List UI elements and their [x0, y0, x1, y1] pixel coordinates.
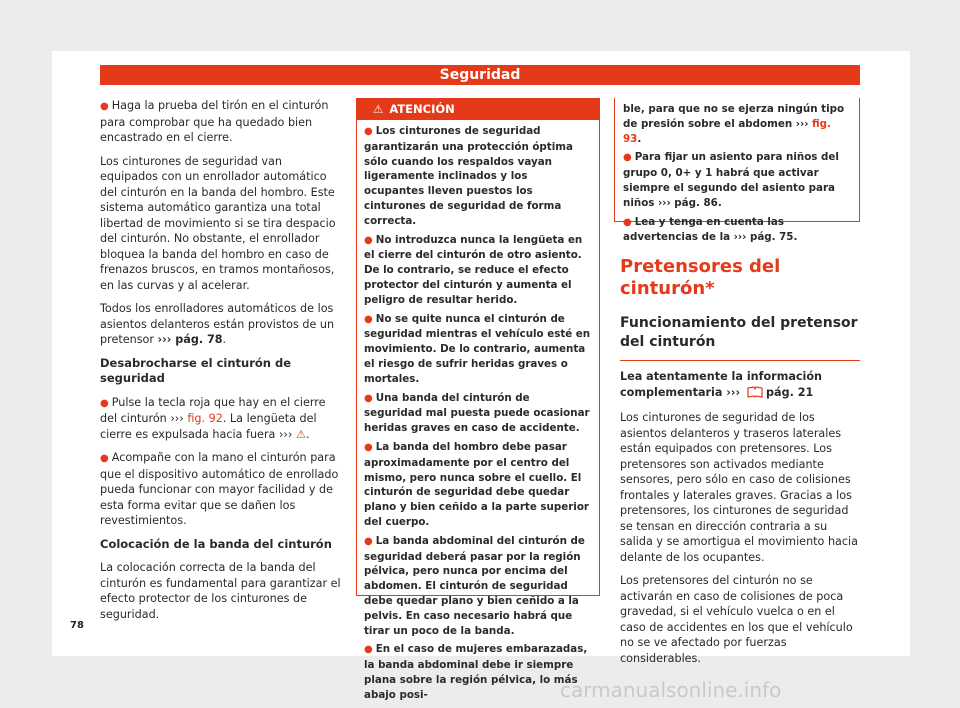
paragraph: Los cinturones de seguridad de los asientos delanteros y traseros laterales están equipados con pretensores. Los pretensores son activados mediante sensores, pero sólo en caso de colisiones frontales y laterales graves. Gracias a los pretensores, los cinturones de seguridad se tensan en dirección contraria a su salida y se amortigua el movimiento hacia delante de los ocupantes.: [620, 411, 859, 564]
warning-item: ● No se quite nunca el cinturón de seguridad mientras el vehículo esté en movimiento. De lo contrario, aumenta el riesgo de sufrir heridas graves o mortales.: [364, 312, 591, 385]
warning-item: ● Los cinturones de seguridad garantizarán una protección óptima sólo cuando los respaldos vayan ligeramente inclinados y los ocupantes lleven puestos los cinturones de seguridad de forma correcta.: [364, 125, 573, 227]
paragraph: ● Haga la prueba del tirón en el cinturón para comprobar que ha quedado bien encastrado en el cierre.: [100, 99, 329, 144]
warning-item: ● En el caso de mujeres embarazadas, la banda abdominal debe ir siempre plana sobre la región pélvica, lo más abajo posi-: [364, 643, 588, 701]
bullet-icon: ●: [100, 397, 109, 409]
figure-reference[interactable]: fig. 93: [623, 117, 831, 145]
page-number: 78: [70, 620, 84, 631]
warning-item: ● La banda del hombro debe pasar aproximadamente por el centro del mismo, pero nunca sobre el cuello. El cinturón de seguridad debe quedar plano y bien ceñido a la parte superior del cuerpo.: [364, 440, 589, 528]
book-icon: [747, 386, 763, 403]
page-reference[interactable]: pág. 21: [766, 385, 814, 399]
subheading: Desabrocharse el cinturón de seguridad: [100, 355, 292, 385]
warning-header: ⚠ ATENCIÓN: [357, 99, 599, 120]
page-reference[interactable]: ››› pág. 78: [157, 333, 223, 346]
lead-paragraph: Lea atentamente la información complementaria ››› pág. 21: [620, 369, 860, 402]
list-item: ● Pulse la tecla roja que hay en el cierre del cinturón ››› fig. 92. La lengüeta del cierre es expulsada hacia fuera ››› ⚠.: [100, 395, 326, 441]
warning-triangle-icon[interactable]: ⚠: [295, 427, 306, 441]
paragraph: Los pretensores del cinturón no se activarán en caso de colisiones de poca gravedad, si el vehículo vuelca o en el caso de accidentes en los que el vehículo no se ve afectado por fuerzas considerables.: [620, 574, 853, 665]
warning-item: ● Para fijar un asiento para niños del grupo 0, 0+ y 1 habrá que activar siempre el segundo del asiento para niños ››› pág. 86.: [623, 151, 839, 209]
section-title: Pretensores del cinturón*: [620, 256, 781, 299]
warning-continuation: [614, 98, 860, 244]
warning-triangle-icon: ⚠: [373, 102, 384, 116]
warning-box: [356, 98, 600, 701]
warning-item: ● Una banda del cinturón de seguridad mal puesta puede ocasionar heridas graves en caso de accidente.: [364, 391, 590, 435]
paragraph: Todos los enrolladores automáticos de los asientos delanteros están provistos de un pretensor ››› pág. 78.: [100, 302, 335, 346]
bullet-icon: ●: [100, 453, 109, 464]
warning-item: ● La banda abdominal del cinturón de seguridad deberá pasar por la región pélvica, pero nunca por encima del abdomen. El cinturón de seguridad debe quedar plano y bien ceñido a la pelvis. En caso necesario habrá que tirar un poco de la banda.: [364, 534, 585, 637]
section-subtitle: Funcionamiento del pretensor del cinturón: [620, 314, 860, 361]
list-item: ● Acompañe con la mano el cinturón para que el dispositivo automático de enrollado pueda funcionar con mayor facilidad y de esta forma evitar que se dañen los revestimientos.: [100, 451, 339, 527]
warning-item: ble, para que no se ejerza ningún tipo de presión sobre el abdomen ››› fig. 93.: [623, 103, 845, 145]
warning-item: ● Lea y tenga en cuenta las advertencias de la ››› pág. 75.: [623, 215, 798, 244]
page-reference[interactable]: pág. 86: [674, 196, 718, 209]
page-header: [100, 65, 860, 85]
paragraph: La colocación correcta de la banda del cinturón es fundamental para garantizar el efecto protector de los cinturones de seguridad.: [100, 561, 341, 621]
watermark: carmanualsonline.info: [560, 678, 782, 702]
subheading: Colocación de la banda del cinturón: [100, 536, 332, 551]
warning-body: [357, 120, 599, 702]
page-reference[interactable]: pág. 75: [749, 231, 794, 244]
bullet-icon: ●: [100, 101, 109, 112]
warning-item: ● No introduzca nunca la lengüeta en el cierre del cinturón de otro asiento. De lo contrario, se reduce el efecto protector del cinturón y aumenta el peligro de resultar herido.: [364, 233, 583, 306]
figure-reference[interactable]: fig. 92: [187, 412, 223, 425]
paragraph: Los cinturones de seguridad van equipados con un enrollador automático del cinturón en la banda del hombro. Este sistema automático garantiza una total libertad de movimiento si se tira despacio del cinturón. No obstante, el enrollador bloquea la banda del hombro en caso de frenazos bruscos, en tramos montañosos, en las curvas y al acelerar.: [100, 154, 336, 292]
header-title: Seguridad: [439, 67, 521, 83]
right-column: [620, 256, 860, 674]
left-column: [100, 98, 342, 630]
